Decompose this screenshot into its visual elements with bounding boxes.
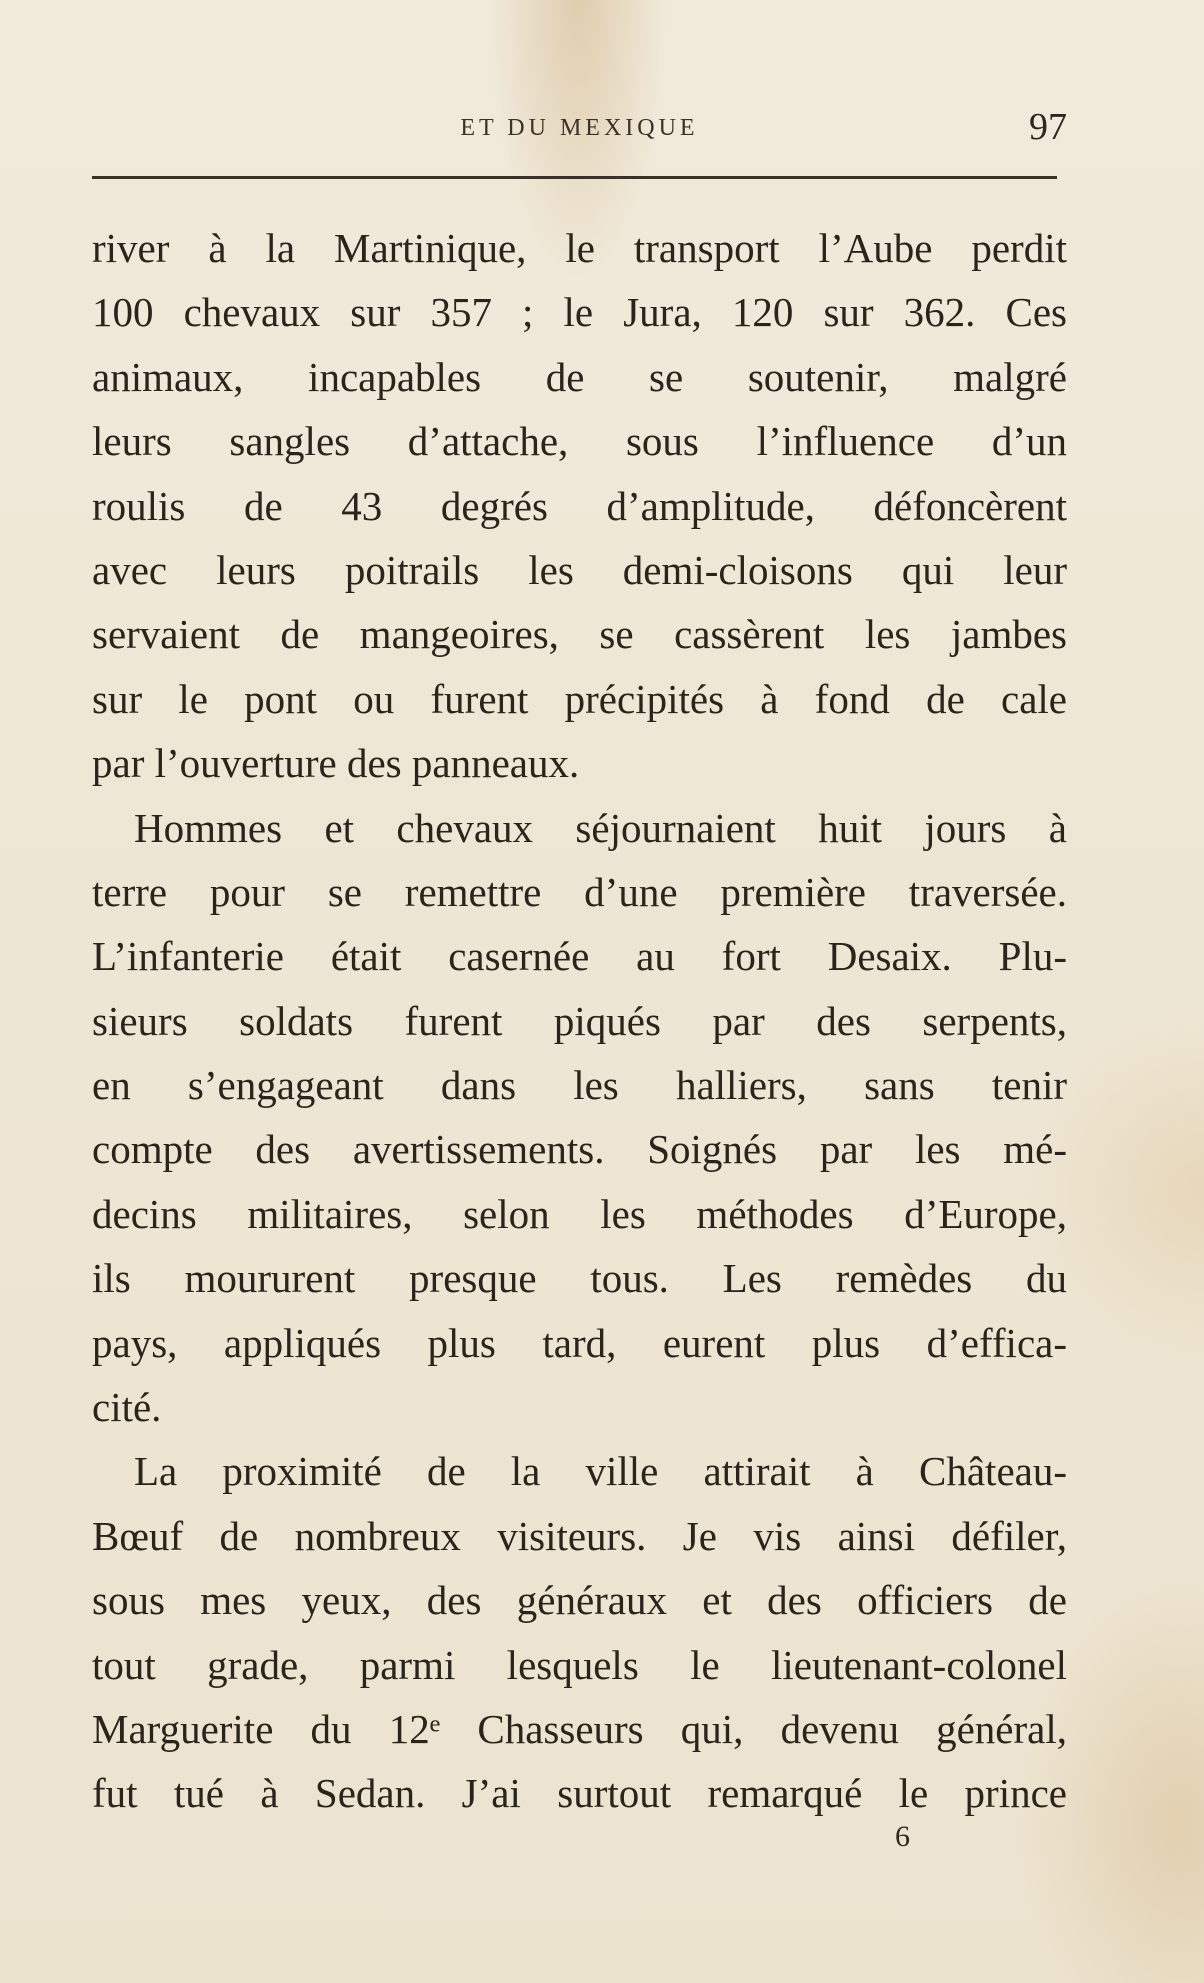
text-line: sur le pont ou furent précipités à fond de cale xyxy=(92,675,1067,722)
text-line: animaux, incapables de se soutenir, malgré xyxy=(92,353,1067,400)
text-line: 100 chevaux sur 357 ; le Jura, 120 sur 362. Ces xyxy=(92,289,1067,336)
text-line: Bœuf de nombreux visiteurs. Je vis ainsi défiler, xyxy=(92,1512,1067,1559)
signature-mark: 6 xyxy=(895,1820,910,1853)
page-number: 97 xyxy=(1029,106,1067,148)
text-line: leurs sangles d’attache, sous l’influence d’un xyxy=(92,418,1067,465)
text-line: L’infanterie était casernée au fort Desaix. Plu- xyxy=(92,933,1067,980)
text-line: La proximité de la ville attirait à Château- xyxy=(134,1448,1067,1495)
text-line: avec leurs poitrails les demi-cloisons qui leur xyxy=(92,546,1067,593)
text-line: ils moururent presque tous. Les remèdes du xyxy=(92,1255,1067,1302)
text-line: tout grade, parmi lesquels le lieutenant-colonel xyxy=(92,1641,1067,1688)
text-line: par l’ouverture des panneaux. xyxy=(92,740,580,787)
text-line: roulis de 43 degrés d’amplitude, défoncèrent xyxy=(92,482,1067,529)
text-line: pays, appliqués plus tard, eurent plus d’effica- xyxy=(92,1319,1067,1366)
running-title: ET DU MEXIQUE xyxy=(460,115,699,141)
header-rule xyxy=(92,176,1057,179)
text-line: servaient de mangeoires, se cassèrent les jambes xyxy=(92,611,1067,658)
text-line: Hommes et chevaux séjournaient huit jours à xyxy=(134,804,1067,851)
text-line: river à la Martinique, le transport l’Aube perdit xyxy=(92,225,1067,271)
text-line: sous mes yeux, des généraux et des officiers de xyxy=(92,1577,1067,1624)
text-line: decins militaires, selon les méthodes d’Europe, xyxy=(92,1190,1067,1237)
text-line: compte des avertissements. Soignés par les mé- xyxy=(92,1126,1067,1173)
running-head xyxy=(92,105,1067,155)
text-line: terre pour se remettre d’une première traversée. xyxy=(92,868,1067,915)
text-line: cité. xyxy=(92,1384,162,1431)
text-line: fut tué à Sedan. J’ai surtout remarqué le prince xyxy=(92,1770,1067,1817)
text-line: sieurs soldats furent piqués par des serpents, xyxy=(92,997,1067,1044)
body-text xyxy=(92,216,1067,1826)
text-line: en s’engageant dans les halliers, sans tenir xyxy=(92,1062,1067,1109)
text-line: Marguerite du 12ᵉ Chasseurs qui, devenu général, xyxy=(92,1705,1067,1752)
